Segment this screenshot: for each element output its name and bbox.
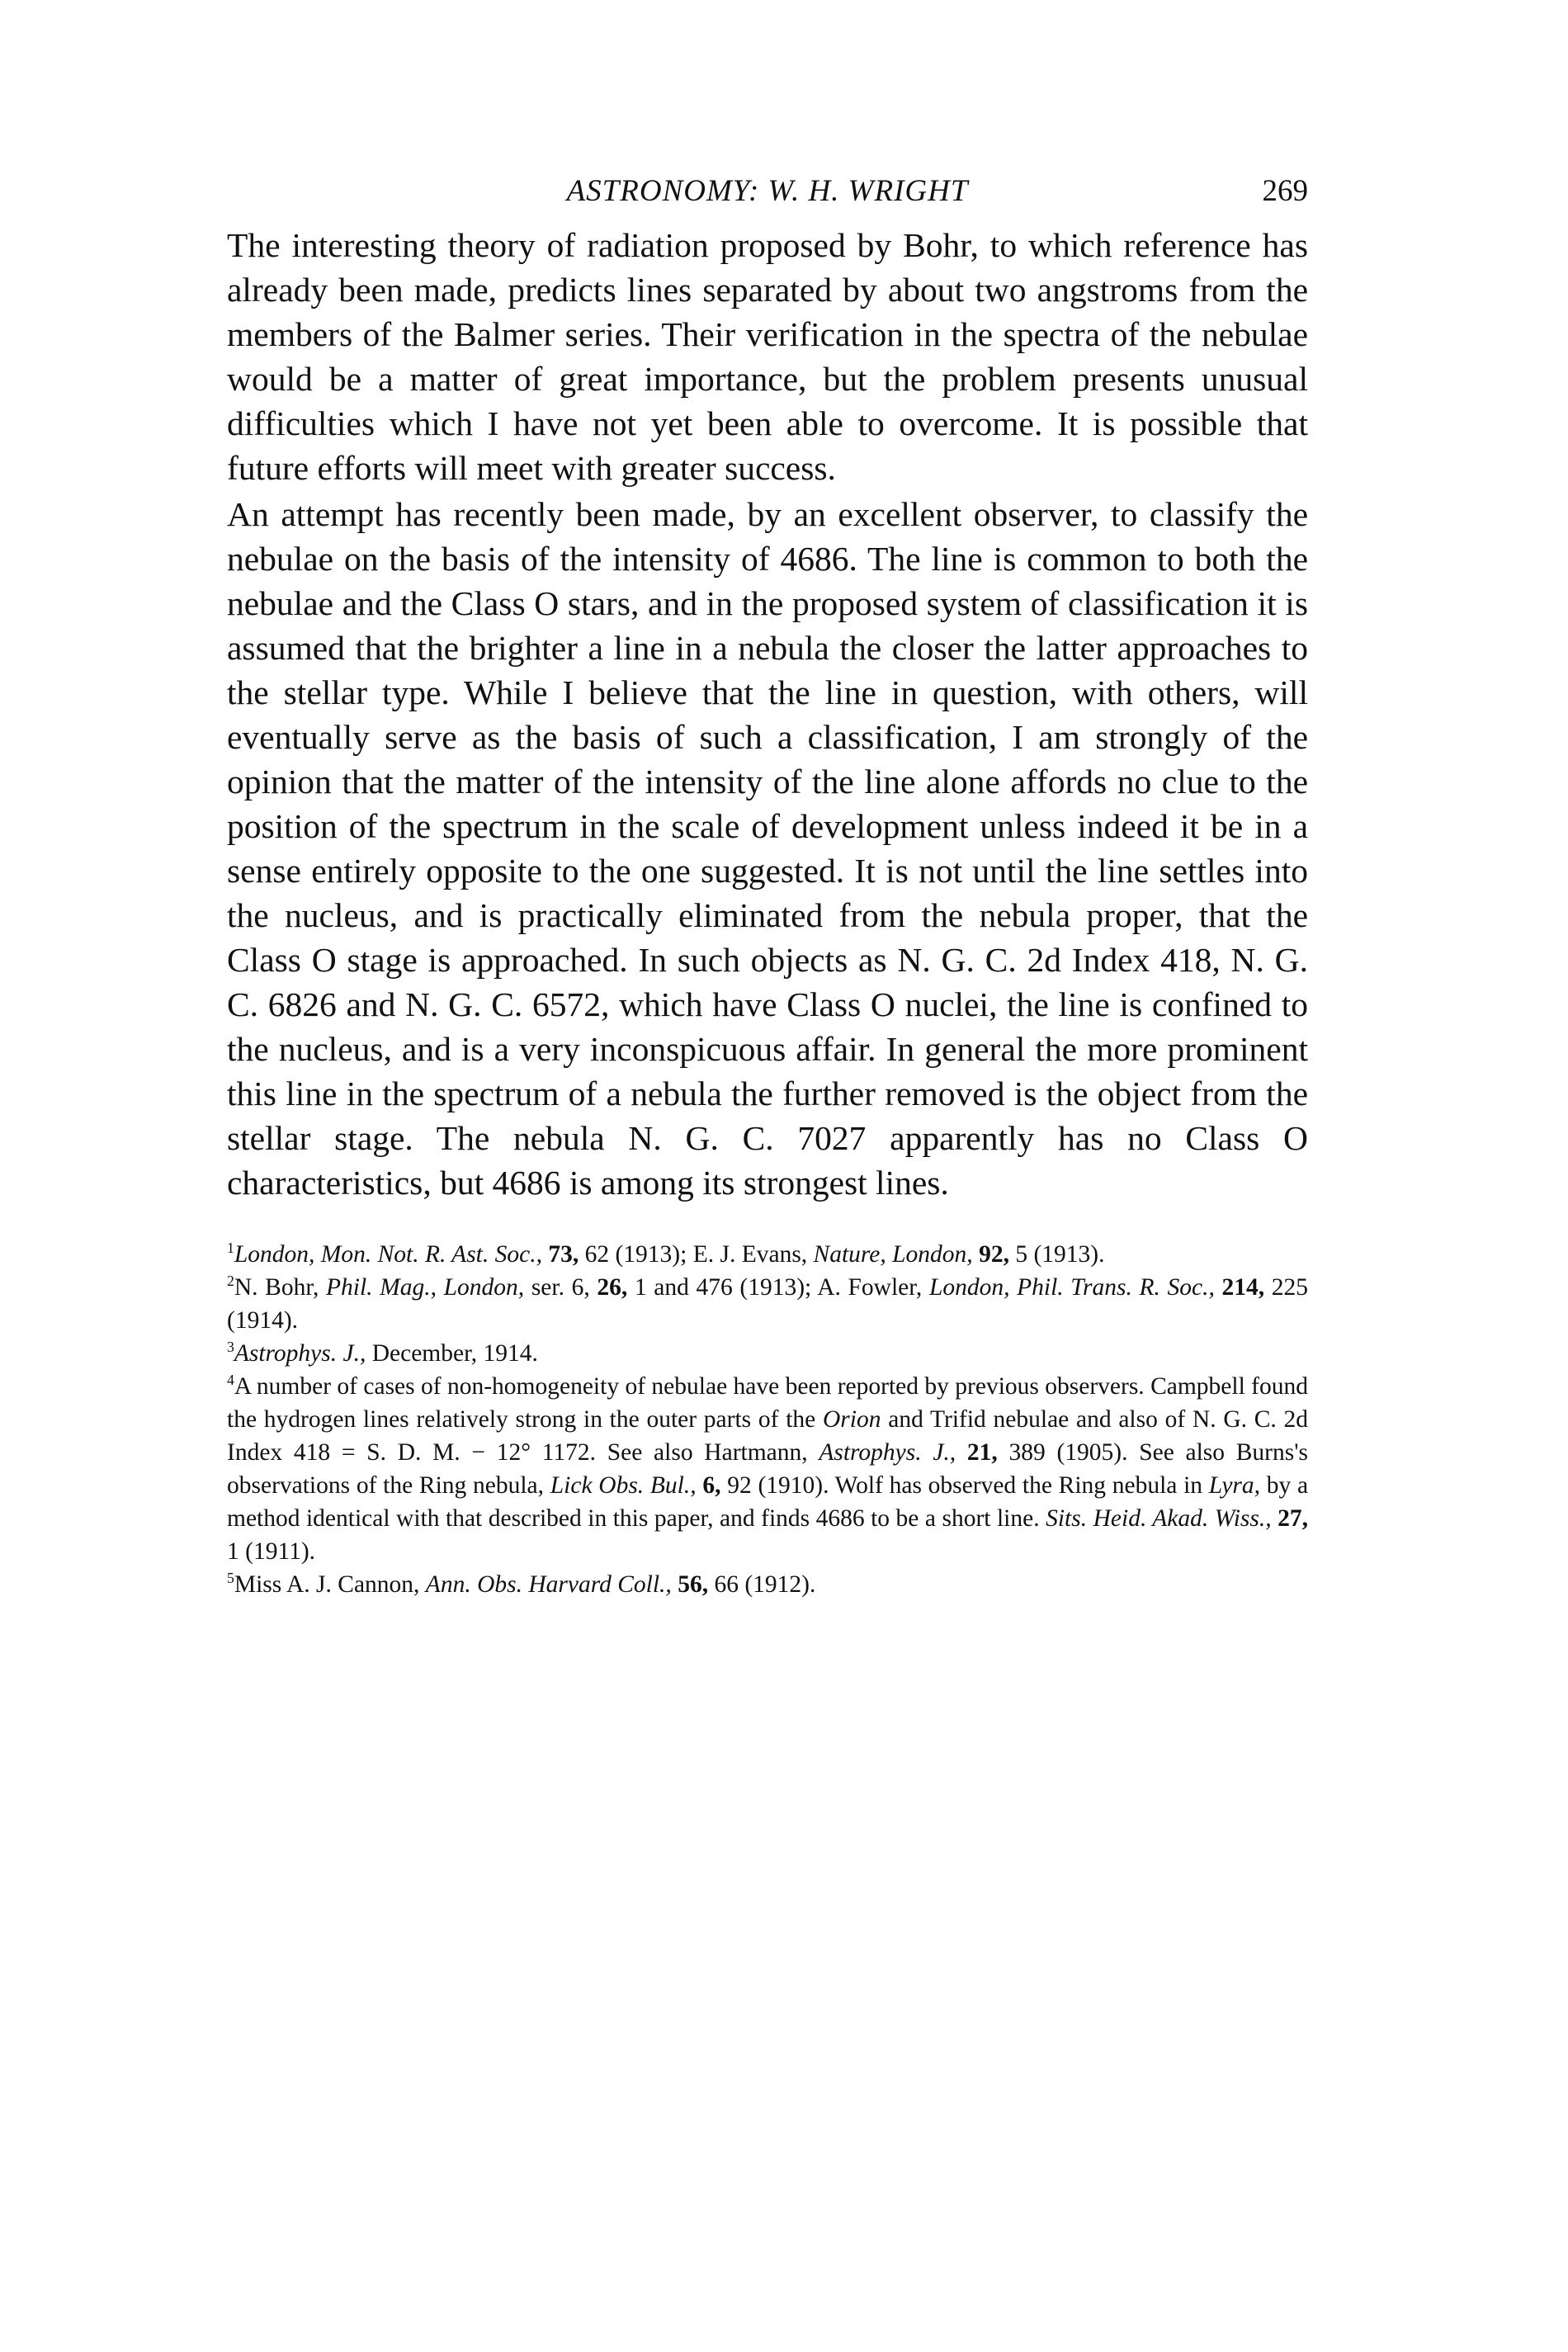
footnote-mark: 4 <box>227 1372 234 1389</box>
page-number: 269 <box>1262 174 1308 208</box>
citation-text: 1 (1911). <box>227 1538 316 1565</box>
running-head <box>227 173 1308 223</box>
citation-source: Orion <box>823 1406 881 1433</box>
citation-text: 389 (1905). See also Burns's observations of the Ring nebula, <box>227 1439 1309 1499</box>
citation-text: Miss A. J. Cannon, <box>234 1571 420 1598</box>
body-text <box>227 223 1308 1205</box>
citation-source: London, Phil. Trans. R. Soc., <box>928 1274 1215 1301</box>
footnote-5 <box>227 1568 1308 1601</box>
citation-source: Nature, London, <box>813 1241 973 1268</box>
running-title: ASTRONOMY: W. H. WRIGHT <box>566 174 969 208</box>
citation-text: ser. 6, <box>531 1274 590 1301</box>
page <box>227 173 1308 1601</box>
citation-source: London, Mon. Not. R. Ast. Soc., <box>234 1241 542 1268</box>
citation-source: Ann. Obs. Harvard Coll., <box>425 1571 672 1598</box>
citation-volume: 92, <box>979 1241 1009 1268</box>
citation-volume: 27, <box>1278 1505 1309 1532</box>
footnote-mark: 3 <box>227 1339 234 1356</box>
footnote-4 <box>227 1370 1308 1568</box>
footnote-3 <box>227 1337 1308 1370</box>
paragraph-classification: An attempt has recently been made, by an excellent observer, to classify the nebulae on the basis of the intensity of 4686. The line is common to both the nebulae and the Class O stars, and in the proposed system of classification it is assumed that the brighter a line in a nebula the closer the latter approaches to the stellar type. While I believe that the line in question, with others, will eventually serve as the basis of such a classification, I am strongly of the opinion that the matter of the intensity of the line alone affords no clue to the position of the spectrum in the scale of development unless indeed it be in a sense entirely opposite to the one suggested. It is not until the line settles into the nucleus, and is practically eliminated from the nebula proper, that the Class O stage is approached. In such objects as N. G. C. 2d Index 418, N. G. C. 6826 and N. G. C. 6572, which have Class O nuclei, the line is confined to the nucleus, and is a very inconspicuous affair. In general the more prominent this line in the spectrum of a nebula the further removed is the object from the stellar stage. The nebula N. G. C. 7027 apparently has no Class O characteristics, but 4686 is among its strongest lines. <box>227 495 1308 1202</box>
footnote-mark: 2 <box>227 1273 234 1290</box>
citation-volume: 26, <box>597 1274 628 1301</box>
citation-source: Sits. Heid. Akad. Wiss., <box>1046 1505 1272 1532</box>
citation-text: by a method identical with that described in this paper, and finds 4686 to be a short line. <box>227 1472 1309 1532</box>
footnote-mark: 5 <box>227 1570 234 1587</box>
citation-text: and Trifid nebulae and also of N. G. C. 2d Index 418 = S. D. M. − 12° 1172. See also Hartmann, <box>227 1406 1309 1466</box>
citation-text: 225 (1914). <box>227 1274 1309 1334</box>
citation-volume: 6, <box>702 1472 721 1499</box>
citation-source: Lyra, <box>1208 1472 1261 1499</box>
citation-volume: 21, <box>966 1439 998 1466</box>
citation-volume: 73, <box>548 1241 579 1268</box>
citation-text: 1 and 476 (1913); A. Fowler, <box>634 1274 923 1301</box>
citation-text: N. Bohr, <box>234 1274 319 1301</box>
citation-source: Astrophys. J., <box>819 1439 956 1466</box>
citation-text: A number of cases of non-homogeneity of nebulae have been reported by previous observers. Campbell found the hydrogen lines relatively strong in the outer parts of the <box>227 1373 1308 1433</box>
footnote-1 <box>227 1238 1308 1271</box>
footnotes <box>227 1238 1308 1601</box>
citation-source: Astrophys. J., <box>234 1340 366 1367</box>
citation-source: Phil. Mag., London, <box>326 1274 525 1301</box>
citation-volume: 214, <box>1221 1274 1265 1301</box>
footnote-mark: 1 <box>227 1240 234 1257</box>
footnote-2 <box>227 1271 1308 1337</box>
paragraph-bohr-theory: The interesting theory of radiation proposed by Bohr, to which reference has already been made, predicts lines separated by about two angstroms from the members of the Balmer series. Their verification in the spectra of the nebulae would be a matter of great importance, but the problem presents unusual difficulties which I have not yet been able to overcome. It is possible that future efforts will meet with greater success. <box>227 226 1308 487</box>
citation-text: 62 (1913); E. J. Evans, <box>584 1241 808 1268</box>
citation-text: 92 (1910). Wolf has observed the Ring nebula in <box>727 1472 1203 1499</box>
citation-text: 5 (1913). <box>1015 1241 1105 1268</box>
citation-text: December, 1914. <box>371 1340 538 1367</box>
citation-volume: 56, <box>678 1571 709 1598</box>
citation-text: 66 (1912). <box>714 1571 816 1598</box>
citation-source: Lick Obs. Bul., <box>550 1472 697 1499</box>
